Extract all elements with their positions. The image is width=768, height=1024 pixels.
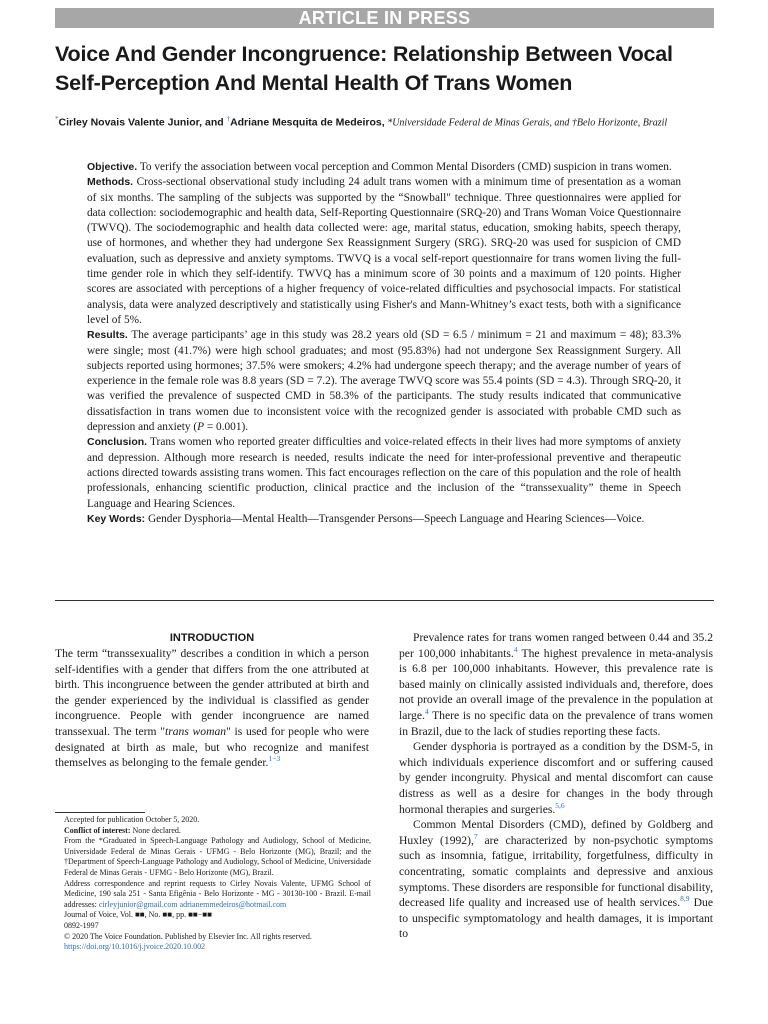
doi-link[interactable]: https://doi.org/10.1016/j.jvoice.2020.10.002 — [64, 942, 206, 952]
citation-link[interactable]: 4 — [513, 644, 518, 654]
right-p1-text-a: Prevalence rates for trans women ranged between 0.44 and 35.2 per 100,000 inhabitants. — [399, 631, 713, 660]
abstract — [87, 160, 681, 527]
abstract-objective — [87, 160, 681, 175]
article-in-press-banner: ARTICLE IN PRESS — [55, 8, 714, 28]
right-p3-text-a: Common Mental Disorders (CMD), defined by Goldberg and Huxley (1992), — [399, 818, 713, 847]
email-link-2[interactable]: adrianemmedeiros@hotmail.com — [177, 899, 287, 909]
conclusion-text: Trans women who reported greater difficulties and voice-related effects in their lives had more symptoms of anxiety and depression. Although more research is needed, results indicate the need for inter-professional preventive and therapeutic actions directed towards assisting trans women. This fact encourages reflection on the care of this population and the role of health professionals, enhancing scientific production, clinical practice and the inclusion of the “transsexuality” theme in Speech Language and Hearing Sciences. — [87, 436, 681, 510]
citation-link[interactable]: 5,6 — [555, 800, 565, 810]
intro-paragraph-1 — [55, 646, 369, 771]
intro-p1-text-a: The term “transsexuality” describes a condition in which a person self-identifies with a gender that differs from the one attributed at birth. This incongruence between the gender attributed at birth and the gender experienced by the individual is classified as gender incongruence. People with gender incongruence are named transsexual. The term " — [55, 647, 369, 738]
address-text: Address correspondence and reprint requests to Cirley Novais Valente, UFMG School of Medicine, 190 sala 251 - Santa Efigênia - Belo Horizonte - MG - 30130-100 - Brazil. E-mail addresses: — [64, 878, 371, 909]
results-text-2: = 0.001). — [204, 421, 249, 434]
right-p1-text-c: There is no specific data on the prevalence of trans women in Brazil, due to the lack of studies reporting these facts. — [399, 708, 713, 738]
results-p-symbol: P — [197, 421, 205, 434]
footnote-affiliations: From the *Graduated in Speech-Language Pathology and Audiology, School of Medicine, Universidade Federal de Minas Gerais - UFMG - Belo Horizonte (MG), Brazil; and the †Department of Speech-Language Pathology and Audiology, School of Medicine, Universidade Federal de Minas Gerais - UFMG - Belo Horizonte (MG), Brazil. — [64, 836, 371, 877]
email-link-1[interactable]: cirleyjunior@gmail.com — [98, 899, 178, 909]
keywords-text: Gender Dysphoria—Mental Health—Transgender Persons—Speech Language and Hearing Sciences—Voice. — [145, 512, 645, 525]
intro-p1-emphasis: trans woman — [165, 724, 227, 738]
right-column — [399, 630, 713, 942]
right-p1-text-b: The highest prevalence in meta-analysis is 6.8 per 100,000 inhabitants. However, this prevalence rate is based mainly on clinically assisted individuals and, therefore, does not provide an overall image of the prevalence in the population at large. — [399, 646, 713, 722]
author-2: Adriane Mesquita de Medeiros, — [230, 116, 385, 129]
footnote-divider — [55, 812, 145, 813]
citation-link[interactable]: 7 — [473, 831, 478, 841]
right-p3-text-b: are characterized by non-psychotic symptoms such as insomnia, fatigue, irritability, forgetfulness, difficulty in concentrating, somatic complaints and depressive and anxious symptoms. These disorders are responsible for functional disability, decreased life quality and increased use of health services. — [399, 833, 713, 910]
conflict-text: None declared. — [130, 825, 181, 835]
citation-link[interactable]: 8,9 — [680, 894, 690, 904]
citation-link[interactable]: 1−3 — [268, 754, 281, 764]
footnote-journal: Journal of Voice, Vol. ■■, No. ■■, pp. ■■−■■ — [64, 910, 212, 920]
introduction-heading: INTRODUCTION — [169, 632, 255, 644]
right-p3-text-c: Due to unspecific symptomatology and health damages, it is important to — [399, 896, 713, 941]
citation-link[interactable]: 4 — [424, 707, 429, 717]
results-label: Results. — [87, 329, 128, 342]
right-paragraph-3 — [399, 817, 713, 942]
author-mark-2: † — [226, 115, 231, 123]
keywords-label: Key Words: — [87, 512, 146, 525]
author-1: Cirley Novais Valente Junior, and — [58, 116, 227, 129]
footnote-address — [55, 879, 371, 911]
results-text-1: The average participants’ age in this study was 28.2 years old (SD = 6.5 / minimum = 21 and maximum = 48); 83.3% were single; most (41.7%) were high school graduates; and most (95.83%) had not undergone Sex Reassignment Surgery. All subjects reported using hormones; 37.5% were smokers; 4.2% had undergone speech therapy; and the average number of years of experience in the female role was 8.8 years (SD = 7.2). The average TWVQ score was 55.4 points (SD = 4.3). Through SRQ-20, it was verified the prevalence of suspected CMD in 58.3% of the participants. The study results indicated that communicative dissatisfaction in trans women due to inconsistent voice with the recognized gender is associated with probable CMD such as depression and anxiety ( — [87, 329, 681, 434]
article-title: Voice And Gender Incongruence: Relationship Between Vocal Self-Perception And Mental Health Of Trans Women — [55, 42, 673, 95]
abstract-conclusion — [87, 435, 681, 511]
right-paragraph-1 — [399, 630, 713, 739]
abstract-divider — [55, 600, 714, 601]
conclusion-label: Conclusion. — [87, 436, 148, 449]
footnote-copyright: © 2020 The Voice Foundation. Published by Elsevier Inc. All rights reserved. — [64, 931, 312, 941]
abstract-methods — [87, 175, 681, 328]
abstract-keywords — [87, 512, 681, 527]
footnotes — [55, 815, 371, 953]
footnote-conflict — [55, 826, 371, 837]
author-mark-1: * — [55, 115, 59, 123]
conflict-label: Conflict of interest: — [64, 825, 131, 835]
methods-label: Methods. — [87, 176, 134, 189]
abstract-results — [87, 328, 681, 435]
objective-label: Objective. — [87, 161, 138, 173]
footnote-issn: 0892-1997 — [64, 920, 99, 930]
objective-text: To verify the association between vocal perception and Common Mental Disorders (CMD) suspicion in trans women. — [137, 161, 672, 173]
footnote-accepted: Accepted for publication October 5, 2020. — [64, 815, 200, 824]
methods-text: Cross-sectional observational study including 24 adult trans women with a minimum time of presentation as a woman of six months. The sampling of the subjects was supported by the “Snowball" technique. Three questionnaires were applied for data collection: sociodemographic and health data, Self-Reporting Questionnaire (SRQ-20) and Trans Woman Voice Questionnaire (TWVQ). The sociodemographic and health data collected were: age, marital status, education, smoking habits, speech therapy, use of hormones, and whether they had undergone Sex Reassignment Surgery (SRG). SRQ-20 was used for suspicion of CMD evaluation, such as depressive and anxiety symptoms. TWVQ is a vocal self-report questionnaire for trans women living the full-time gender role in which they self-identify. TWVQ has a minimum score of 30 points and a maximum of 120 points. Higher scores are associated with perceptions of a higher frequency of voice-related difficulties and psychosocial impacts. For statistical analysis, data were analyzed descriptively and statistically using Fisher's and Mann-Whitney’s exact tests, both with a significance level of 5%. — [87, 176, 681, 326]
intro-p1-text-b: " is used for people who were designated at birth as male, but who recognize and manifest themselves as belonging to the female gender. — [55, 724, 369, 770]
author-line — [55, 112, 715, 130]
left-column — [55, 630, 369, 771]
author-affiliation: *Universidade Federal de Minas Gerais, and †Belo Horizonte, Brazil — [384, 117, 668, 129]
right-paragraph-2 — [399, 739, 713, 817]
right-p2-text: Gender dysphoria is portrayed as a condition by the DSM-5, in which individuals experience discomfort and or suffering caused by gender incongruity. Physical and mental discomfort can cause distress as well as a desire for changes in the body through hormonal therapies and surgeries. — [399, 740, 713, 816]
